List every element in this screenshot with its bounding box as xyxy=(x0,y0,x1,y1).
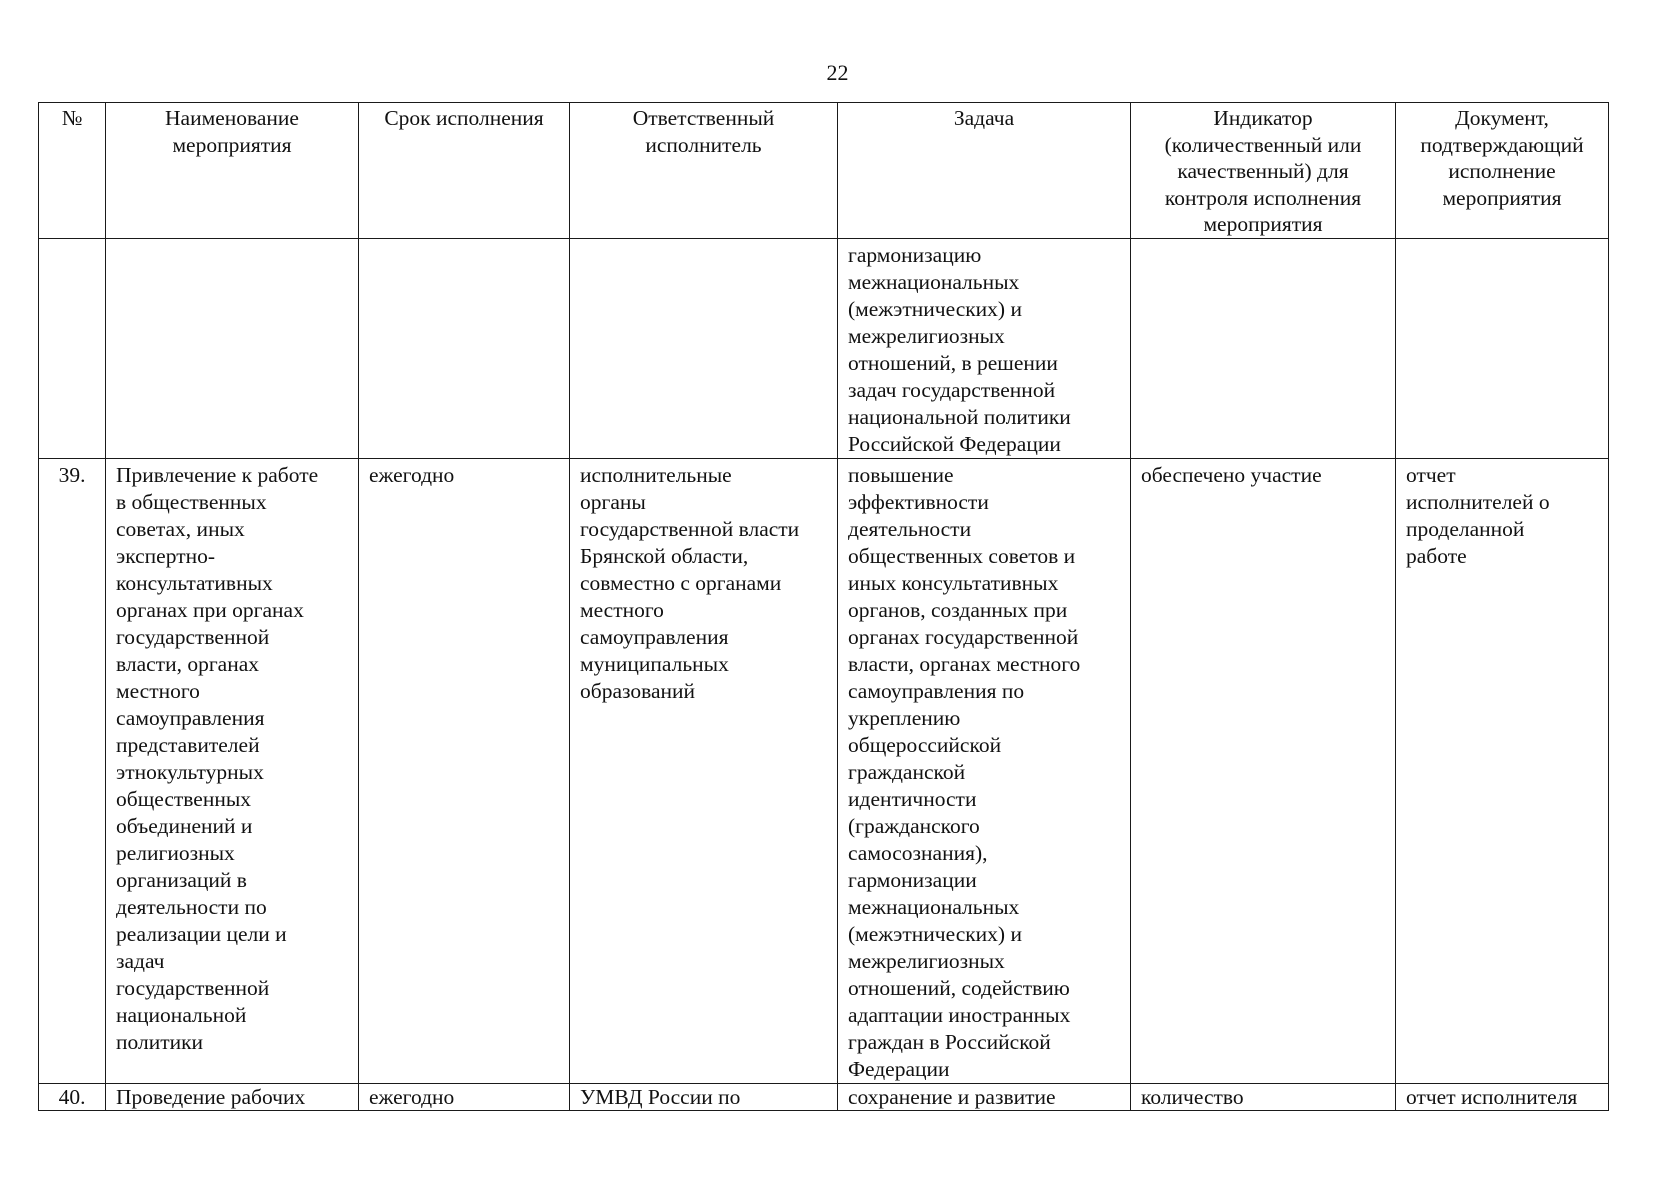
page-number: 22 xyxy=(826,60,849,85)
action-plan-table xyxy=(38,102,1609,1111)
header-deadline: Срок исполнения xyxy=(359,103,570,239)
cell-executor: исполнительные органы государственной власти Брянской области, совместно с органами местного самоуправления муниципальных образований xyxy=(570,458,838,1083)
cell-name xyxy=(106,238,359,458)
cell-deadline xyxy=(359,238,570,458)
header-task: Задача xyxy=(838,103,1131,239)
table-row-continuation xyxy=(39,238,1609,458)
cell-indicator: обеспечено участие xyxy=(1131,458,1396,1083)
cell-name: Привлечение к работе в общественных советах, иных экспертно- консультативных органах при органах государственной власти, органах местного самоуправления представителей этнокультурных общественных объединений и религиозных организаций в деятельности по реализации цели и задач государственной национальной политики xyxy=(106,458,359,1083)
cell-deadline: ежегодно xyxy=(359,458,570,1083)
header-document: Документ, подтверждающий исполнение мероприятия xyxy=(1396,103,1609,239)
table-header-row xyxy=(39,103,1609,239)
cell-task: сохранение и развитие xyxy=(838,1083,1131,1110)
cell-task: гармонизацию межнациональных (межэтнических) и межрелигиозных отношений, в решении задач государственной национальной политики Российской Федерации xyxy=(838,238,1131,458)
cell-executor: УМВД России по xyxy=(570,1083,838,1110)
cell-document: отчет исполнителей о проделанной работе xyxy=(1396,458,1609,1083)
cell-num: 39. xyxy=(39,458,106,1083)
cell-document xyxy=(1396,238,1609,458)
header-executor: Ответственный исполнитель xyxy=(570,103,838,239)
header-num: № xyxy=(39,103,106,239)
cell-executor xyxy=(570,238,838,458)
cell-name: Проведение рабочих xyxy=(106,1083,359,1110)
header-indicator: Индикатор (количественный или качественный) для контроля исполнения мероприятия xyxy=(1131,103,1396,239)
cell-indicator xyxy=(1131,238,1396,458)
cell-num: 40. xyxy=(39,1083,106,1110)
cell-indicator: количество xyxy=(1131,1083,1396,1110)
table-row-39 xyxy=(39,458,1609,1083)
cell-deadline: ежегодно xyxy=(359,1083,570,1110)
header-name: Наименование мероприятия xyxy=(106,103,359,239)
cell-task: повышение эффективности деятельности общественных советов и иных консультативных органов, созданных при органах государственной власти, органах местного самоуправления по укреплению общероссийской гражданской идентичности (гражданского самосознания), гармонизации межнациональных (межэтнических) и межрелигиозных отношений, содействию адаптации иностранных граждан в Российской Федерации xyxy=(838,458,1131,1083)
table-row-40 xyxy=(39,1083,1609,1110)
cell-num xyxy=(39,238,106,458)
cell-document: отчет исполнителя xyxy=(1396,1083,1609,1110)
